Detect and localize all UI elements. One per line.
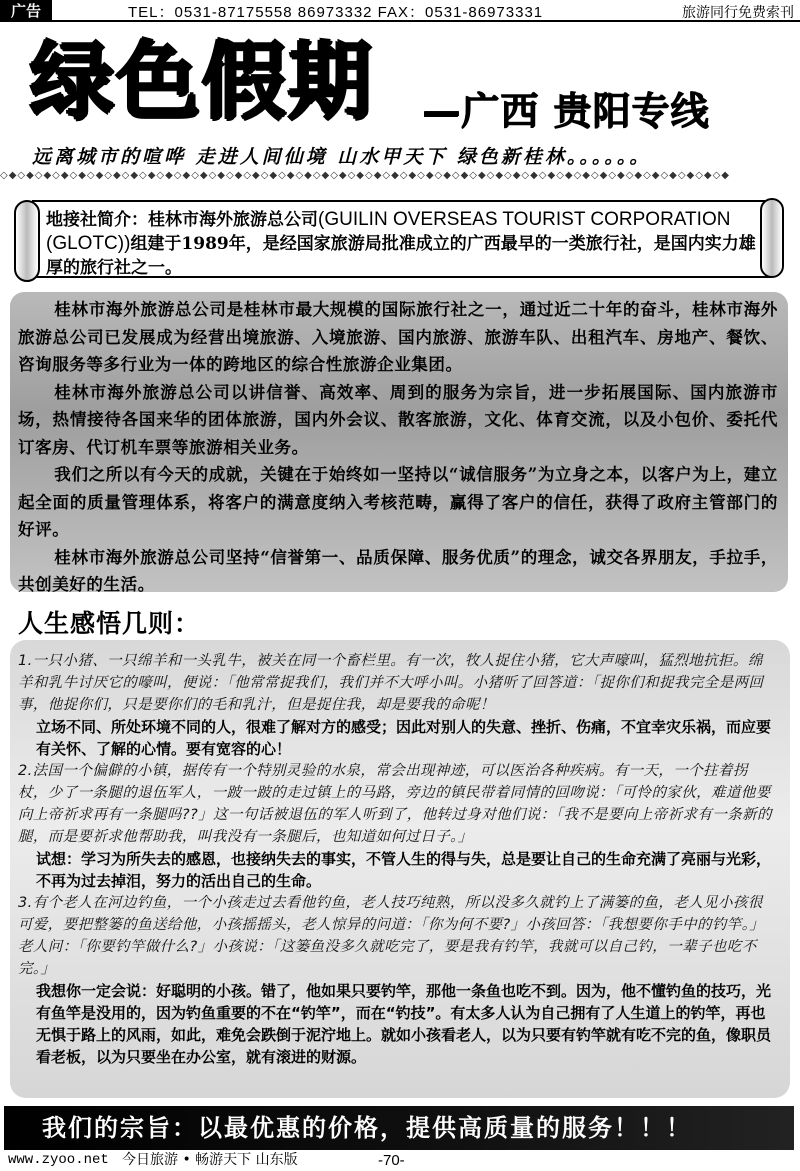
story-3-moral: 我想你一定会说：好聪明的小孩。错了，他如果只要钓竿，那他一条鱼也吃不到。因为，他不懂钓鱼的技巧，光有鱼竿是没用的，因为钓鱼重要的不在“钓竿”，而在“钓技”。有太多人认为自己拥有了人生道上的钓竿，再也无惧于路上的风雨，如此，难免会跌倒于泥泞地上。就如小孩看老人，以为只要有钓竿就有吃不完的鱼，像职员看老板，以为只要坐在办公室，就有滚进的财源。 (36, 982, 772, 1066)
page-title: 绿色假期 (30, 33, 375, 131)
intro-description: 组建于1989年，是经国家旅游局批准成立的广西最早的一类旅行社，是国内实力雄厚的旅行社之一。 (46, 234, 756, 278)
footer-publication: 今日旅游 • 畅游天下 山东版 (122, 1152, 298, 1168)
intro-text (46, 208, 762, 280)
story-1-moral: 立场不同、所处环境不同的人，很难了解对方的感受；因此对别人的失意、挫折、伤痛，不宜幸灾乐祸，而应要有关怀、了解的心情。要有宽容的心！ (36, 718, 772, 758)
top-strip (0, 0, 800, 22)
company-paragraph: 桂林市海外旅游总公司是桂林市最大规模的国际旅行社之一，通过近二十年的奋斗，桂林市海外旅游总公司已发展成为经营出境旅游、入境旅游、国内旅游、旅游车队、出租汽车、房地产、餐饮、咨询服务等多行业为一体的跨地区的综合性旅游企业集团。 (18, 300, 778, 374)
intro-scroll-body (32, 200, 772, 278)
free-catalog-note: 旅游同行免费索刊 (682, 5, 794, 21)
story-1-text: 1.一只小猪、一只绵羊和一头乳牛，被关在同一个畜栏里。有一次，牧人捉住小猪，它大声嚎叫，猛烈地抗拒。绵羊和乳牛讨厌它的嚎叫，便说：「他常常捉我们，我们并不大呼小叫。小猪听了回答道：「捉你们和捉我完全是两回事，他捉你们，只是要你们的毛和乳汁，但是捉住我，却是要我的命呢！ (18, 653, 764, 713)
story-3-text: 3.有个老人在河边钓鱼，一个小孩走过去看他钓鱼，老人技巧纯熟，所以没多久就钓上了满篓的鱼，老人见小孩很可爱，要把整篓的鱼送给他，小孩摇摇头，老人惊异的问道：「你为何不要?」小孩回答：「我想要你手中的钓竿。」老人问：「你要钓竿做什么?」小孩说：「这篓鱼没多久就吃完了，要是我有钓竿，我就可以自己钓，一辈子也吃不完。」 (18, 895, 765, 977)
footer (0, 1150, 800, 1171)
company-paragraph: 桂林市海外旅游总公司以讲信誉、高效率、周到的服务为宗旨，进一步拓展国际、国内旅游市场，热情接待各国来华的团体旅游，国内外会议、散客旅游，文化、体育交流，以及小包价、委托代订客房、代订机车票等旅游相关业务。 (18, 382, 778, 457)
intro-scroll (14, 196, 784, 284)
scroll-roll-right (760, 198, 784, 278)
company-paragraph: 桂林市海外旅游总公司坚持“信誉第一、品质保障、服务优质”的理念，诚交各界朋友，手拉手，共创美好的生活。 (18, 547, 778, 594)
motto-banner: 我们的宗旨：以最优惠的价格，提供高质量的服务！！！ (4, 1106, 794, 1150)
footer-website: www.zyoo.net (8, 1152, 109, 1168)
company-paragraph: 我们之所以有今天的成就，关键在于始终如一坚持以“诚信服务”为立身之本，以客户为上，建立起全面的质量管理体系，将客户的满意度纳入考核范畴，赢得了客户的信任，获得了政府主管部门的好评。 (18, 465, 778, 539)
story-2-text: 2.法国一个偏僻的小镇，据传有一个特别灵验的水泉，常会出现神迹，可以医治各种疾病。有一天，一个拄着拐杖，少了一条腿的退伍军人，一跛一跛的走过镇上的马路，旁边的镇民带着同情的回吻说：「可怜的家伙，难道他要向上帝祈求再有一条腿吗??」这一句话被退伍的军人听到了，他转过身对他们说：「我不是要向上帝祈求有一条新的腿，而是要祈求他帮助我，叫我没有一条腿后，也知道如何过日子。」 (18, 763, 772, 845)
contact-line: TEL：0531-87175558 86973332 FAX：0531-86973331 (128, 4, 544, 21)
scroll-roll-left (14, 200, 40, 282)
slogan: 远离城市的喧哗 走进人间仙境 山水甲天下 绿色新桂林。。。。。。 (32, 146, 652, 168)
page-subtitle: —广西 贵阳专线 (422, 89, 710, 133)
intro-company-name: 桂林市海外旅游总公司 (148, 210, 318, 230)
ad-label: 广告 (0, 0, 52, 22)
stories-heading: 人生感悟几则： (18, 609, 201, 638)
company-profile-panel (10, 292, 788, 592)
intro-company-latin: (GUILIN OVERSEAS TOURIST CORPORATION (GLOTC)) (46, 209, 731, 254)
page-number: -70- (378, 1152, 405, 1169)
story-2-moral: 试想：学习为所失去的感恩，也接纳失去的事实，不管人生的得与失，总是要让自己的生命充满了亮丽与光彩，不再为过去掉泪，努力的活出自己的生命。 (36, 850, 772, 890)
intro-label: 地接社简介： (46, 210, 148, 230)
diamond-divider: ◇◆◇◆◇◆◇◆◇◆◇◆◇◆◇◆◇◆◇◆◇◆◇◆◇◆◇◆◇◆◇◆◇◆◇◆◇◆◇◆◇◆◇◆◇◆◇◆◇◆◇◆◇◆◇◆◇◆◇◆◇◆◇◆◇◆◇◆◇◆◇◆◇◆◇◆◇◆◇◆◇◆◇◆ (0, 170, 730, 181)
stories-panel (10, 640, 790, 1098)
